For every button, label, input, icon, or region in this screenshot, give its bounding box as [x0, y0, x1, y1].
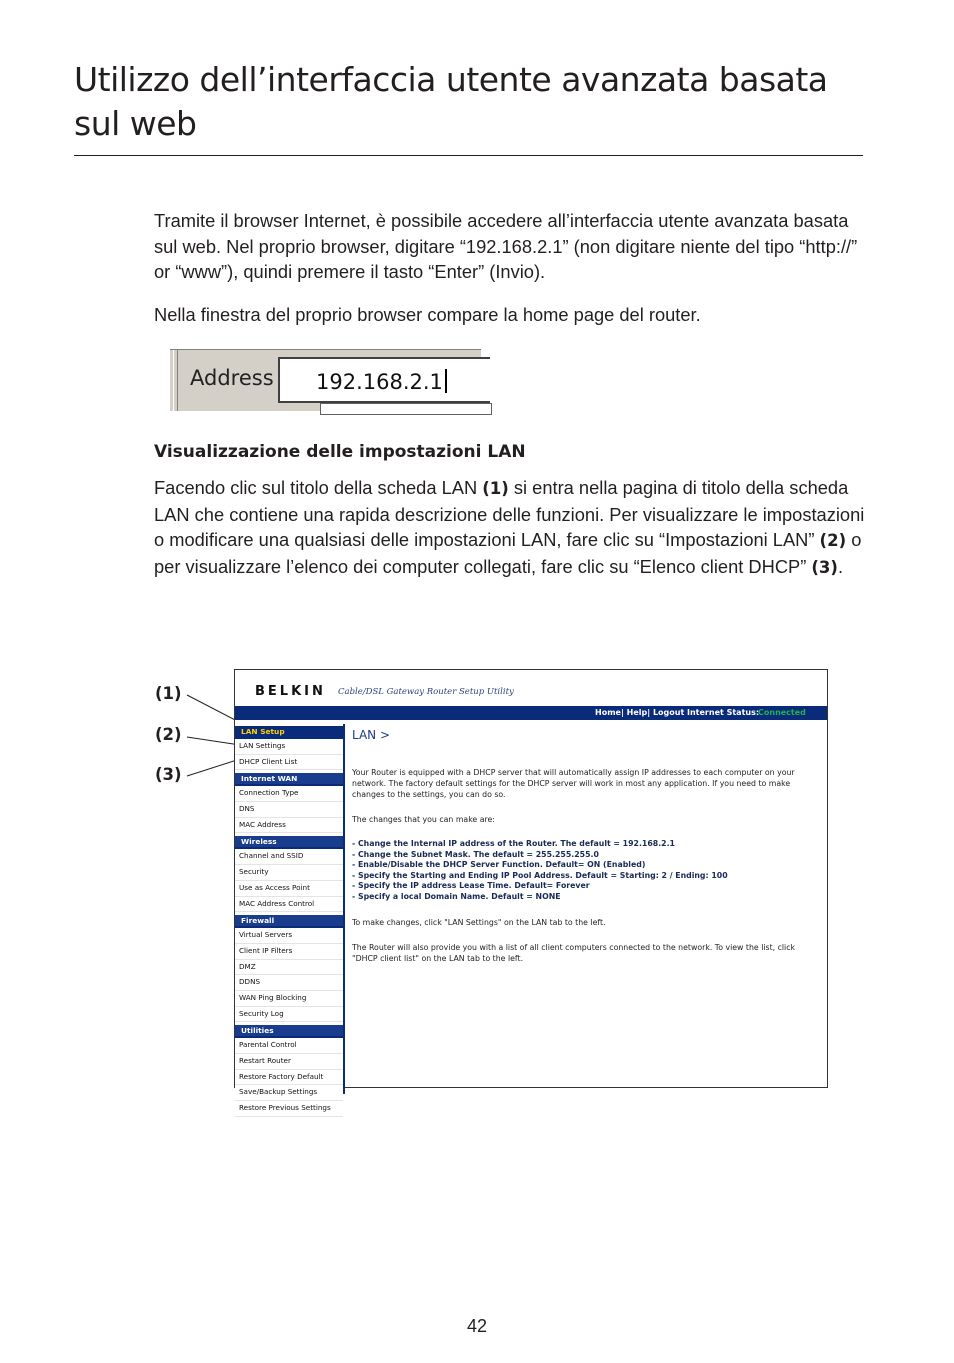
router-nav-links[interactable]: Home| Help| Logout: [595, 708, 685, 717]
callout-3: (3): [155, 765, 182, 784]
sidebar-item-access-point[interactable]: Use as Access Point: [235, 881, 343, 897]
router-make-changes-text: To make changes, click "LAN Settings" on the LAN tab to the left.: [352, 917, 606, 927]
internet-status-value: Connected: [758, 708, 806, 717]
homepage-paragraph: Nella finestra del proprio browser compare la home page del router.: [154, 304, 701, 325]
lan-text-1: Facendo clic sul titolo della scheda LAN: [154, 477, 483, 498]
ref-3: (3): [811, 557, 838, 577]
router-navbar: [235, 706, 827, 720]
sidebar-item-restore-previous-settings[interactable]: Restore Previous Settings: [235, 1101, 343, 1117]
page-number: 42: [466, 1316, 488, 1336]
sidebar-item-client-ip-filters[interactable]: Client IP Filters: [235, 944, 343, 960]
sidebar-section-lan[interactable]: LAN Setup: [235, 726, 343, 737]
list-item: - Specify a local Domain Name. Default = NONE: [352, 891, 561, 901]
sidebar-item-wan-ping-blocking[interactable]: WAN Ping Blocking: [235, 991, 343, 1007]
list-item: - Enable/Disable the DHCP Server Function. Default= ON (Enabled): [352, 860, 646, 870]
sidebar-item-dns[interactable]: DNS: [235, 802, 343, 818]
list-item: - Change the Subnet Mask. The default = 255.255.255.0: [352, 849, 599, 859]
router-changes-heading: The changes that you can make are:: [352, 815, 495, 824]
sidebar-section-firewall[interactable]: Firewall: [235, 915, 343, 926]
list-item: - Change the Internal IP address of the Router. The default = 192.168.2.1: [352, 839, 675, 848]
router-changes-list: [352, 839, 822, 903]
leader-line-3: [187, 759, 240, 776]
sidebar-item-channel-ssid[interactable]: Channel and SSID: [235, 847, 343, 865]
router-breadcrumb: LAN >: [352, 728, 391, 742]
router-client-list-text: The Router will also provide you with a list of all client computers connected to the network. To view the list, click "DHCP client list" on the LAN tab to the left.: [352, 942, 796, 963]
sidebar-item-connection-type[interactable]: Connection Type: [235, 784, 343, 802]
list-item: - Specify the Starting and Ending IP Pool Address. Default = Starting: 2 / Ending: 100: [352, 870, 728, 880]
intro-paragraph: Tramite il browser Internet, è possibile accedere all’interfaccia utente avanzata basata sul web. Nel proprio browser, digitare “192.168.2.1” (non digitare niente del tipo “http://” or “www”), quindi premere il tasto “Enter” (Invio).: [154, 210, 858, 282]
list-item: - Specify the IP address Lease Time. Default= Forever: [352, 881, 590, 891]
section-heading: Visualizzazione delle impostazioni LAN: [154, 442, 526, 462]
sidebar-item-parental-control[interactable]: Parental Control: [235, 1036, 343, 1054]
sidebar-item-save-backup-settings[interactable]: Save/Backup Settings: [235, 1085, 343, 1101]
sidebar-item-ddns[interactable]: DDNS: [235, 975, 343, 991]
ref-2: (2): [819, 531, 847, 550]
sidebar-item-dmz[interactable]: DMZ: [235, 960, 343, 976]
sidebar-section-utilities[interactable]: Utilities: [235, 1025, 343, 1036]
page-title: Utilizzo dell’interfaccia utente avanzata basata sul web: [74, 60, 828, 143]
router-main-content: [352, 730, 822, 978]
address-value: 192.168.2.1: [316, 370, 443, 394]
lan-text-2: si entra nella pagina di titolo della scheda LAN che contiene una rapida descrizione delle funzioni. Per visualizzare le impostazioni o modificare una qualsiasi delle impostazioni LAN, fare clic su “Impostazioni LAN”: [154, 477, 865, 550]
sidebar-item-lan-settings[interactable]: LAN Settings: [235, 737, 343, 755]
address-label: Address: [190, 366, 274, 390]
sidebar-section-internet-wan[interactable]: Internet WAN: [235, 773, 343, 784]
lan-text-4: .: [837, 555, 844, 577]
sidebar-item-restore-factory-default[interactable]: Restore Factory Default: [235, 1070, 343, 1086]
ref-1: (1): [482, 479, 509, 498]
sidebar-item-mac-address-control[interactable]: MAC Address Control: [235, 897, 343, 913]
callout-1: (1): [155, 684, 182, 703]
router-sidebar: [235, 724, 345, 1113]
sidebar-item-dhcp-client-list[interactable]: DHCP Client List: [235, 755, 343, 771]
router-header: [235, 670, 827, 706]
leader-line-2: [187, 737, 240, 745]
sidebar-item-mac-address[interactable]: MAC Address: [235, 818, 343, 834]
lan-text-3: o per visualizzare l’elenco dei computer collegati, fare clic su “Elenco client DHCP”: [154, 529, 862, 577]
belkin-logo: BELKIN: [255, 684, 326, 699]
router-tagline: Cable/DSL Gateway Router Setup Utility: [338, 687, 514, 697]
router-intro-text: Your Router is equipped with a DHCP server that will automatically assign IP addresses to each computer on your network. The factory default settings for the DHCP server will work in most any application. If you need to make changes to the settings, you can do so.: [352, 768, 795, 799]
internet-status-label: Internet Status:: [687, 708, 760, 717]
sidebar-item-security[interactable]: Security: [235, 865, 343, 881]
sidebar-item-restart-router[interactable]: Restart Router: [235, 1054, 343, 1070]
sidebar-item-security-log[interactable]: Security Log: [235, 1007, 343, 1023]
callout-2: (2): [155, 725, 182, 744]
router-screenshot: [234, 669, 828, 1113]
sidebar-item-virtual-servers[interactable]: Virtual Servers: [235, 926, 343, 944]
sidebar-section-wireless[interactable]: Wireless: [235, 836, 343, 847]
